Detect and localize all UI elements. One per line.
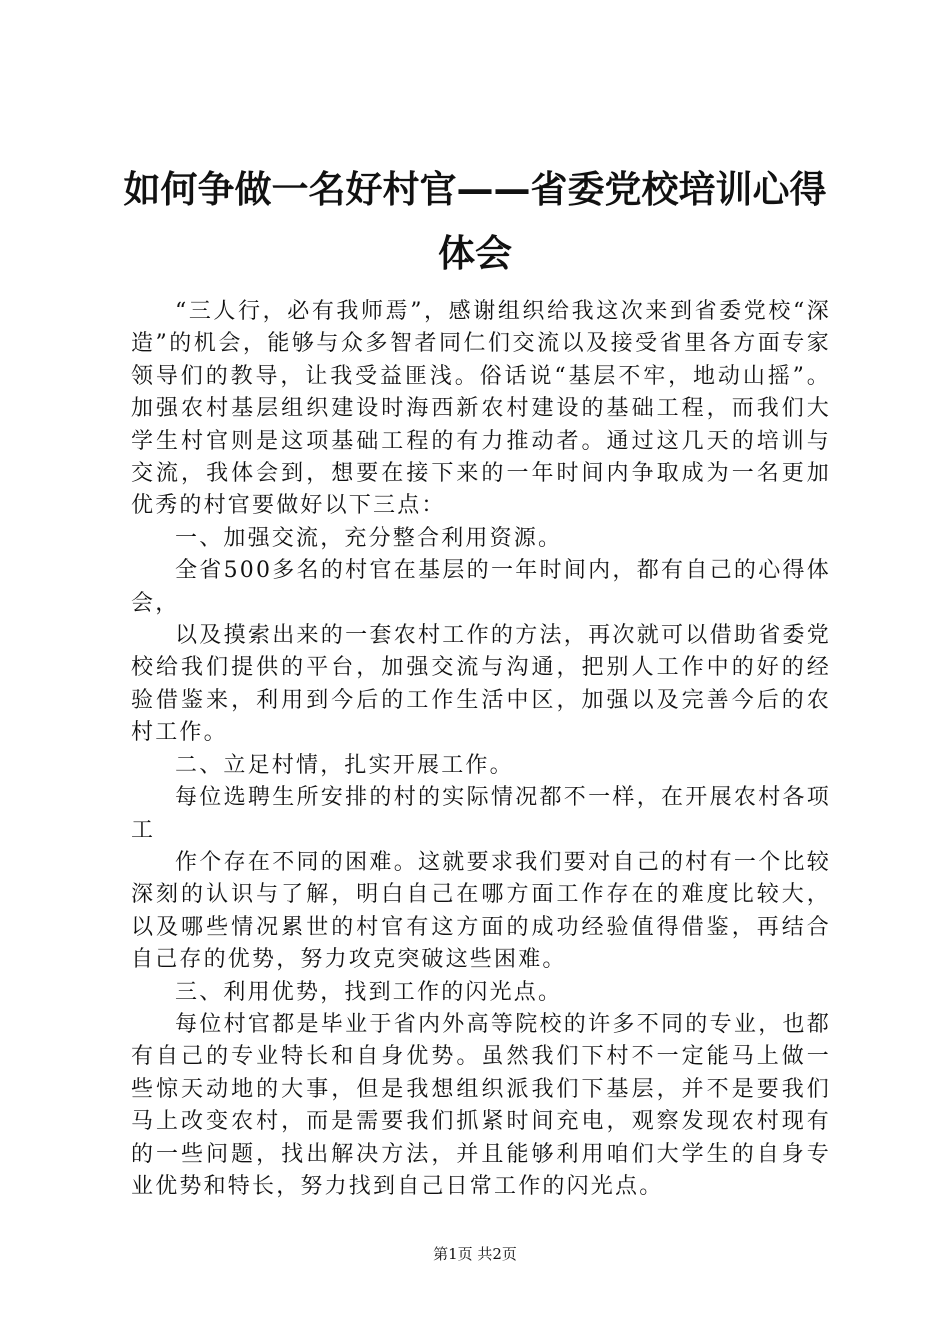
document-body <box>131 296 831 1203</box>
paragraph-section-2a: 每位选聘生所安排的村的实际情况都不一样，在开展农村各项工 <box>131 785 831 843</box>
paragraph-intro: “三人行，必有我师焉”，感谢组织给我这次来到省委党校“深造”的机会，能够与众多智者同仁们交流以及接受省里各方面专家领导们的教导，让我受益匪浅。俗话说“基层不牢，地动山摇”。加强农村基层组织建设时海西新农村建设的基础工程，而我们大学生村官则是这项基础工程的有力推动者。通过这几天的培训与交流，我体会到，想要在接下来的一年时间内争取成为一名更加优秀的村官要做好以下三点： <box>131 299 831 519</box>
section-heading-2: 二、立足村情，扎实开展工作。 <box>175 752 514 778</box>
paragraph-section-2b: 作个存在不同的困难。这就要求我们要对自己的村有一个比较深刻的认识与了解，明白自己在哪方面工作存在的难度比较大，以及哪些情况累世的村官有这方面的成功经验值得借鉴，再结合自己存的优势，努力攻克突破这些困难。 <box>131 849 831 973</box>
section-heading-3: 三、利用优势，找到工作的闪光点。 <box>175 979 563 1005</box>
document-title: 如何争做一名好村官——省委党校培训心得体会 <box>123 168 827 275</box>
paragraph-section-1b: 以及摸索出来的一套农村工作的方法，再次就可以借助省委党校给我们提供的平台，加强交流与沟通，把别人工作中的好的经验借鉴来，利用到今后的工作生活中区，加强以及完善今后的农村工作。 <box>131 623 831 746</box>
section-heading-1: 一、加强交流，充分整合利用资源。 <box>175 525 563 551</box>
page-number-footer: 第1页 共2页 <box>433 1245 517 1263</box>
paragraph-section-1a: 全省500多名的村官在基层的一年时间内，都有自己的心得体会， <box>131 558 831 616</box>
paragraph-section-3: 每位村官都是毕业于省内外高等院校的许多不同的专业，也都有自己的专业特长和自身优势。虽然我们下村不一定能马上做一些惊天动地的大事，但是我想组织派我们下基层，并不是要我们马上改变农村，而是需要我们抓紧时间充电，观察发现农村现有的一些问题，找出解决方法，并且能够利用咱们大学生的自身专业优势和特长，努力找到自己日常工作的闪光点。 <box>131 1011 831 1199</box>
